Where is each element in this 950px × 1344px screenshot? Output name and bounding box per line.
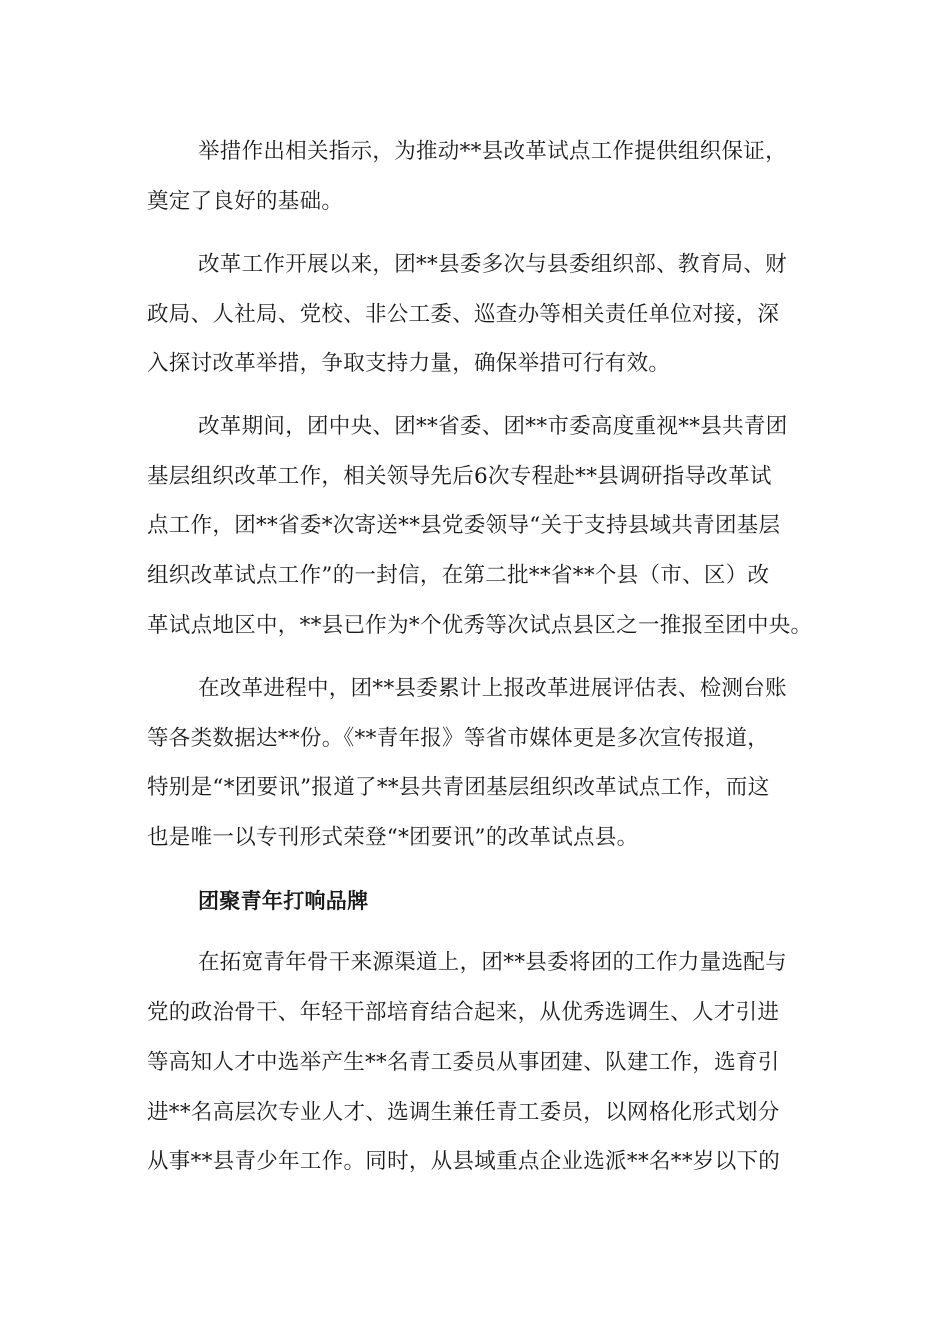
paragraph-5-line-3: 等高知人才中选举产生**名青工委员从事团建、队建工作，选育引 [147, 1050, 780, 1075]
paragraph-2-line-3: 入探讨改革举措，争取支持力量，确保举措可行有效。 [147, 351, 671, 376]
paragraph-1-line-2: 奠定了良好的基础。 [147, 189, 344, 214]
paragraph-4-line-2: 等各类数据达**份。《**青年报》等省市媒体更是多次宣传报道， [147, 726, 770, 751]
paragraph-3-line-3: 点工作，团**省委*次寄送**县党委领导“关于支持县域共青团基层 [147, 513, 781, 538]
paragraph-3-line-5: 革试点地区中，**县已作为*个优秀等次试点县区之一推报至团中央。 [147, 613, 813, 638]
paragraph-5-line-1: 在拓宽青年骨干来源渠道上，团**县委将团的工作力量选配与 [198, 950, 787, 975]
paragraph-4-line-3: 特别是“*团要讯”报道了**县共青团基层组织改革试点工作，而这 [147, 775, 770, 800]
paragraph-3-line-1: 改革期间，团中央、团**省委、团**市委高度重视**县共青团 [198, 414, 788, 439]
paragraph-1-line-1: 举措作出相关指示，为推动**县改革试点工作提供组织保证， [198, 139, 787, 164]
paragraph-5-line-2: 党的政治骨干、年轻干部培育结合起来，从优秀选调生、人才引进 [147, 1000, 780, 1025]
paragraph-3-line-2: 基层组织改革工作，相关领导先后6次专程赴**县调研指导改革试 [147, 464, 772, 489]
paragraph-4-line-4: 也是唯一以专刊形式荣登“*团要讯”的改革试点县。 [147, 825, 639, 850]
paragraph-4-line-1: 在改革进程中，团**县委累计上报改革进展评估表、检测台账 [198, 676, 787, 701]
paragraph-5-line-4: 进**名高层次专业人才、选调生兼任青工委员，以网格化形式划分 [147, 1100, 780, 1125]
paragraph-2-line-2: 政局、人社局、党校、非公工委、巡查办等相关责任单位对接，深 [147, 302, 780, 327]
paragraph-5-line-5: 从事**县青少年工作。同时，从县域重点企业选派**名**岁以下的 [147, 1149, 781, 1174]
paragraph-3-line-4: 组织改革试点工作”的一封信，在第二批**省**个县（市、区）改 [147, 563, 770, 588]
section-heading: 团聚青年打响品牌 [198, 889, 369, 913]
paragraph-2-line-1: 改革工作开展以来，团**县委多次与县委组织部、教育局、财 [198, 252, 787, 277]
